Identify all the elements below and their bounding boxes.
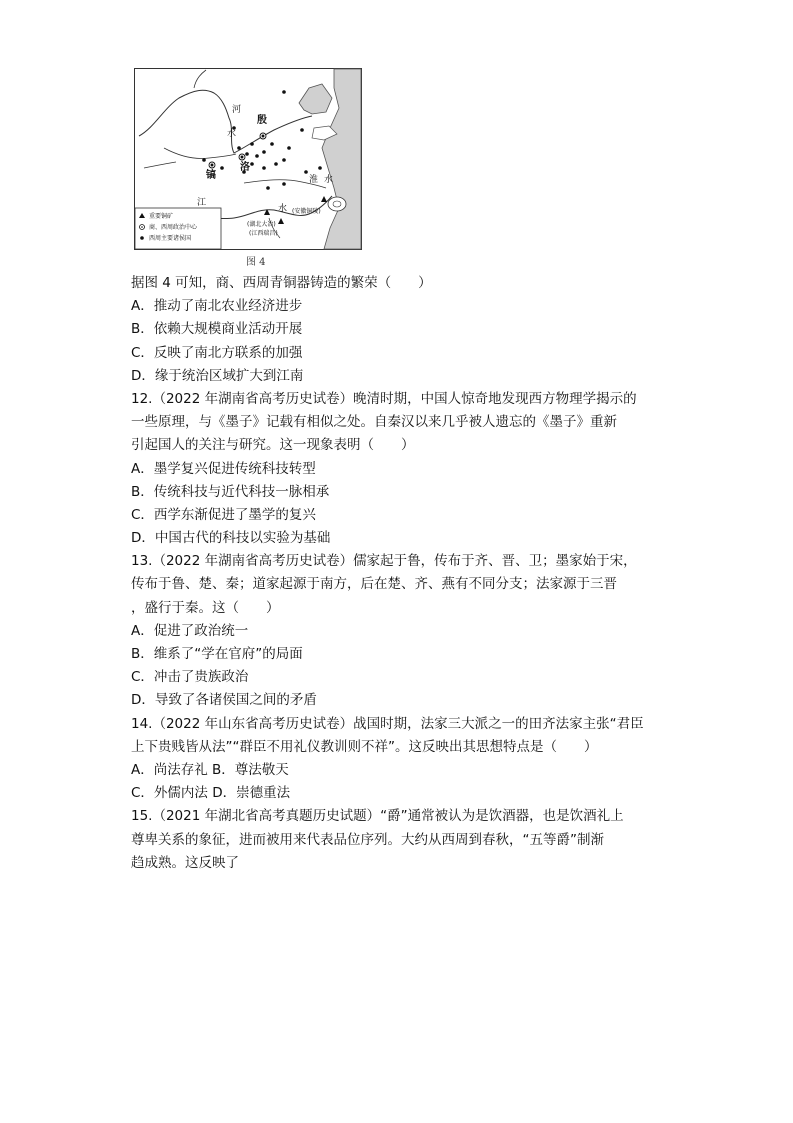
state-dot <box>304 170 308 174</box>
q15-line-3: 趋成熟。这反映了 <box>131 854 239 871</box>
taihu-lake <box>328 197 346 211</box>
label-huai: 淮 <box>309 175 319 185</box>
q15-line-2: 尊卑关系的象征，进而被用来代表品位序列。大约从西周到春秋，“五等爵”制渐 <box>131 831 604 848</box>
q11-option-b: B．依赖大规模商业活动开展 <box>131 321 303 338</box>
label-shui3: 水 <box>278 204 288 214</box>
label-shui1: 水 <box>227 129 237 139</box>
state-dot <box>274 162 278 166</box>
label-site1: (湖北大冶) <box>247 221 276 228</box>
map-svg <box>134 68 362 250</box>
q12-option-a: A．墨学复兴促进传统科技转型 <box>131 460 316 477</box>
q12-option-b: B．传统科技与近代科技一脉相承 <box>131 483 330 500</box>
state-dot <box>255 154 259 158</box>
q12-line-3: 引起国人的关注与研究。这一现象表明（ ） <box>131 437 415 454</box>
q13-option-b: B．维系了“学在官府”的局面 <box>131 646 303 662</box>
q11-stem: 据图 4 可知，商、西周青铜器铸造的繁荣（ ） <box>131 275 432 291</box>
label-jiang: 江 <box>197 198 207 208</box>
state-dot <box>202 158 206 162</box>
state-dot <box>282 90 286 94</box>
map-figure <box>134 68 362 250</box>
label-shui2: 水 <box>324 175 334 185</box>
legend-state-icon <box>140 236 144 240</box>
legend-capital-label: 商、西周政治中心 <box>149 224 198 231</box>
state-dot <box>300 128 304 132</box>
state-dot <box>282 182 286 186</box>
label-he: 河 <box>232 105 242 115</box>
figure-caption: 图 4 <box>246 257 266 268</box>
state-dot <box>282 158 286 162</box>
q13-option-d: D．导致了各诸侯国之间的矛盾 <box>131 692 317 709</box>
state-dot <box>270 142 274 146</box>
state-dot <box>245 152 249 156</box>
q15-line-1: 15.（2021 年湖北省高考真题历史试题）“爵”通常被认为是饮酒器，也是饮酒礼上 <box>131 808 624 825</box>
legend-mine-label: 重要铜矿 <box>149 213 174 220</box>
label-luo: 洛 <box>240 162 250 173</box>
state-dot <box>250 162 254 166</box>
label-yin: 殷 <box>257 115 267 126</box>
state-dot <box>250 142 254 146</box>
q13-option-c: C．冲击了贵族政治 <box>131 669 249 686</box>
q12-line-1: 12.（2022 年湖南省高考历史试卷）晚清时期，中国人惊奇地发现西方物理学揭示的 <box>131 390 637 407</box>
q14-line-1: 14.（2022 年山东省高考历史试卷）战国时期，法家三大派之一的田齐法家主张“君臣 <box>131 715 644 732</box>
q12-option-d: D．中国古代的科技以实验为基础 <box>131 530 331 547</box>
q14-options-ab: A．尚法存礼 B．尊法敬天 <box>131 761 289 778</box>
q14-options-cd: C．外儒内法 D．崇德重法 <box>131 785 291 802</box>
legend-state-label: 西周主要诸侯国 <box>149 235 192 242</box>
q12-line-2: 一些原理，与《墨子》记载有相似之处。自秦汉以来几乎被人遗忘的《墨子》重新 <box>131 414 617 431</box>
label-site2: (江西瑞昌) <box>249 230 278 237</box>
q11-option-a: A．推动了南北农业经济进步 <box>131 298 303 315</box>
label-gao: 镐 <box>206 170 216 181</box>
question-content <box>131 272 671 875</box>
q13-option-a: A．促进了政治统一 <box>131 622 249 639</box>
state-dot <box>262 166 266 170</box>
state-dot <box>262 150 266 154</box>
state-dot <box>287 146 291 150</box>
q13-line-2: 传布于鲁、楚、秦；道家起源于南方，后在楚、齐、燕有不同分支；法家源于三晋 <box>131 576 617 593</box>
state-dot <box>266 186 270 190</box>
map-legend <box>135 208 221 249</box>
q13-line-1: 13.（2022 年湖南省高考历史试卷）儒家起于鲁，传布于齐、晋、卫；墨家始于宋， <box>131 553 637 570</box>
q14-line-2: 上下贵贱皆从法”“群臣不用礼仪教训则不祥”。这反映出其思想特点是（ ） <box>131 738 598 755</box>
q11-option-c: C．反映了南北方联系的加强 <box>131 344 303 361</box>
q11-option-d: D．缘于统治区域扩大到江南 <box>131 367 304 384</box>
q13-line-3: ，盛行于秦。这（ ） <box>131 599 280 616</box>
state-dot <box>318 166 322 170</box>
state-dot <box>237 146 241 150</box>
q12-option-c: C．西学东渐促进了墨学的复兴 <box>131 506 316 523</box>
state-dot <box>220 166 224 170</box>
label-site3: (安徽铜陵) <box>292 208 321 215</box>
